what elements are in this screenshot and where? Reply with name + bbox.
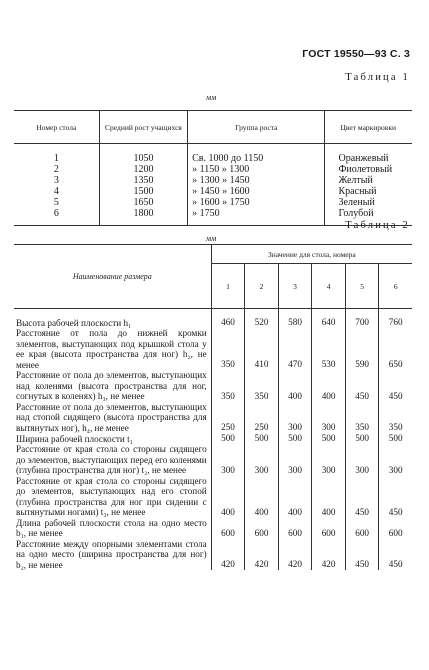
table2-row	[14, 444, 412, 476]
table2-column-number: 6	[379, 264, 412, 309]
table1-cell: Красный	[324, 186, 412, 197]
table2-value-cell: 530	[312, 328, 346, 370]
table1-cell: Зеленый	[324, 197, 412, 208]
table2-value-cell: 450	[345, 370, 379, 402]
table1-cell: 1050	[99, 144, 187, 165]
table2-value-cell: 450	[345, 539, 379, 571]
table1-cell: 1	[53, 153, 59, 164]
table1-cell: » 1750	[188, 208, 324, 226]
table1-cell: » 1450 » 1600	[188, 186, 324, 197]
table2-value-cell: 420	[278, 539, 312, 571]
table2-dimension-name: Расстояние от пола до нижней кромки элементов, выступающих под крышкой стола у ее края (высота пространства для ног) h₂, не менее	[16, 328, 207, 370]
table1-cell: 1650	[99, 197, 187, 208]
table2-value-cell: 400	[312, 476, 346, 518]
table2-value-cell: 580	[278, 309, 312, 329]
table1-cell: Желтый	[324, 175, 412, 186]
table2-dimension-name: Расстояние между опорными элементами стола на одно место (ширина пространства для ног) b₂, не менее	[16, 538, 207, 570]
table2-dimension-name: Длина рабочей плоскости стола на одно место b₁, не менее	[16, 517, 207, 538]
table1-caption: Таблица 1	[345, 72, 410, 83]
table2-row	[14, 476, 412, 518]
table2-row	[14, 328, 412, 370]
table2-value-cell: 250	[211, 402, 245, 434]
table2-value-cell: 350	[211, 370, 245, 402]
page-header: ГОСТ 19550—93 С. 3	[302, 48, 410, 60]
table1-row	[14, 186, 412, 197]
table2-column-number: 1	[211, 264, 245, 309]
table1	[14, 110, 412, 226]
table2-value-cell: 470	[278, 328, 312, 370]
table2-column-number: 3	[278, 264, 312, 309]
table1-cell: 1800	[99, 208, 187, 226]
table2-value-cell: 350	[245, 370, 279, 402]
table1-header-cell: Цвет маркировки	[324, 111, 412, 144]
table1-header-cell: Группа роста	[188, 111, 324, 144]
table2-name-header: Наименование размера	[14, 245, 211, 309]
table1-cell: Св. 1000 до 1150	[188, 144, 324, 165]
table2-row	[14, 518, 412, 539]
table1-unit: мм	[206, 93, 217, 102]
table2-dimension-name: Ширина рабочей плоскости t₁	[16, 433, 133, 444]
table2-value-cell: 400	[278, 476, 312, 518]
table2-value-cell: 450	[379, 370, 412, 402]
table2-value-cell: 250	[245, 402, 279, 434]
table2-value-cell: 350	[211, 328, 245, 370]
table1-cell: » 1600 » 1750	[188, 197, 324, 208]
table2-column-number: 4	[312, 264, 346, 309]
table2-dimension-name: Высота рабочей плоскости h₁	[16, 317, 132, 328]
table1-cell: Оранжевый	[324, 144, 412, 165]
table2-value-cell: 300	[278, 444, 312, 476]
table2-value-cell: 600	[211, 518, 245, 539]
table1-cell: 4	[53, 186, 59, 197]
table2-value-cell: 600	[345, 518, 379, 539]
table2-caption: Таблица 2	[345, 220, 410, 231]
table2-value-cell: 520	[245, 309, 279, 329]
table2-value-cell: 420	[312, 539, 346, 571]
table2-value-cell: 400	[312, 370, 346, 402]
table2-value-cell: 300	[345, 444, 379, 476]
table2-value-cell: 500	[211, 433, 245, 444]
table2-row	[14, 370, 412, 402]
table2-value-cell: 300	[312, 444, 346, 476]
table2-value-cell: 350	[379, 402, 412, 434]
table2-column-number: 5	[345, 264, 379, 309]
table2-value-cell: 600	[245, 518, 279, 539]
table1-row	[14, 164, 412, 175]
table2-row	[14, 402, 412, 434]
table2-value-cell: 300	[312, 402, 346, 434]
table2-column-number: 2	[245, 264, 279, 309]
table1-row	[14, 197, 412, 208]
table2-dimension-name: Расстояние от края стола со стороны сидящего до элементов, выступающих над его стопой (глубина пространства для ног при сидении с вытянутыми ногами) t₃, не менее	[16, 475, 207, 517]
table1-cell: 1200	[99, 164, 187, 175]
table1-header-cell: Номер стола	[14, 111, 99, 144]
table2-value-header: Значение для стола, номера	[211, 245, 412, 264]
table1-cell: Голубой	[324, 208, 412, 226]
table2-value-cell: 500	[379, 433, 412, 444]
table2-value-cell: 300	[379, 444, 412, 476]
table2-value-cell: 640	[312, 309, 346, 329]
table2-value-cell: 420	[245, 539, 279, 571]
table1-cell: 1500	[99, 186, 187, 197]
table2-value-cell: 650	[379, 328, 412, 370]
table2-row	[14, 539, 412, 571]
table1-cell: 6	[14, 208, 99, 226]
table1-cell: 5	[53, 197, 59, 208]
table2-value-cell: 600	[312, 518, 346, 539]
table1-header-row	[14, 111, 412, 144]
table1-row	[14, 175, 412, 186]
table1-cell: 1350	[99, 175, 187, 186]
table2-row	[14, 433, 412, 444]
table2-value-cell: 300	[245, 444, 279, 476]
table2-value-cell: 590	[345, 328, 379, 370]
table2-value-cell: 450	[345, 476, 379, 518]
table2-value-cell: 500	[245, 433, 279, 444]
table1-cell: Фиолетовый	[324, 164, 412, 175]
table2-value-cell: 400	[245, 476, 279, 518]
table1-header-cell: Средний рост учащихся	[99, 111, 187, 144]
table2-value-cell: 400	[278, 370, 312, 402]
table2-dimension-name: Расстояние от пола до элементов, выступающих над стопой сидящего (высота пространства для вытянутых ног), h₄, не менее	[16, 401, 207, 433]
table2-value-cell: 600	[278, 518, 312, 539]
table1-row	[14, 144, 412, 165]
table2-value-cell: 450	[379, 476, 412, 518]
table2-value-cell: 500	[312, 433, 346, 444]
table2-dimension-name: Расстояние от края стола со стороны сидящего до элементов, выступающих перед его коленями (глубина пространства для ног) t₂, не менее	[16, 444, 207, 475]
table2-value-cell: 460	[211, 309, 245, 329]
table2-value-cell: 450	[379, 539, 412, 571]
table1-cell: » 1300 » 1450	[188, 175, 324, 186]
table2-unit: мм	[206, 234, 217, 243]
table2-value-cell: 700	[345, 309, 379, 329]
table2-header-row	[14, 245, 412, 264]
table1-cell: 2	[53, 164, 59, 175]
table2-value-cell: 500	[278, 433, 312, 444]
table2-value-cell: 420	[211, 539, 245, 571]
table2-row	[14, 309, 412, 329]
table1-cell: » 1150 » 1300	[188, 164, 324, 175]
table2-value-cell: 760	[379, 309, 412, 329]
table2-value-cell: 400	[211, 476, 245, 518]
table2-dimension-name: Расстояние от пола до элементов, выступающих над коленями (высота пространства для ног, согнутых в коленях) h₃, не менее	[16, 370, 207, 401]
table2-value-cell: 300	[278, 402, 312, 434]
table2-value-cell: 600	[379, 518, 412, 539]
table2-value-cell: 410	[245, 328, 279, 370]
table2	[14, 244, 412, 570]
table2-value-cell: 300	[211, 444, 245, 476]
table2-value-cell: 350	[345, 402, 379, 434]
table2-value-cell: 500	[345, 433, 379, 444]
table1-cell: 3	[53, 175, 59, 186]
